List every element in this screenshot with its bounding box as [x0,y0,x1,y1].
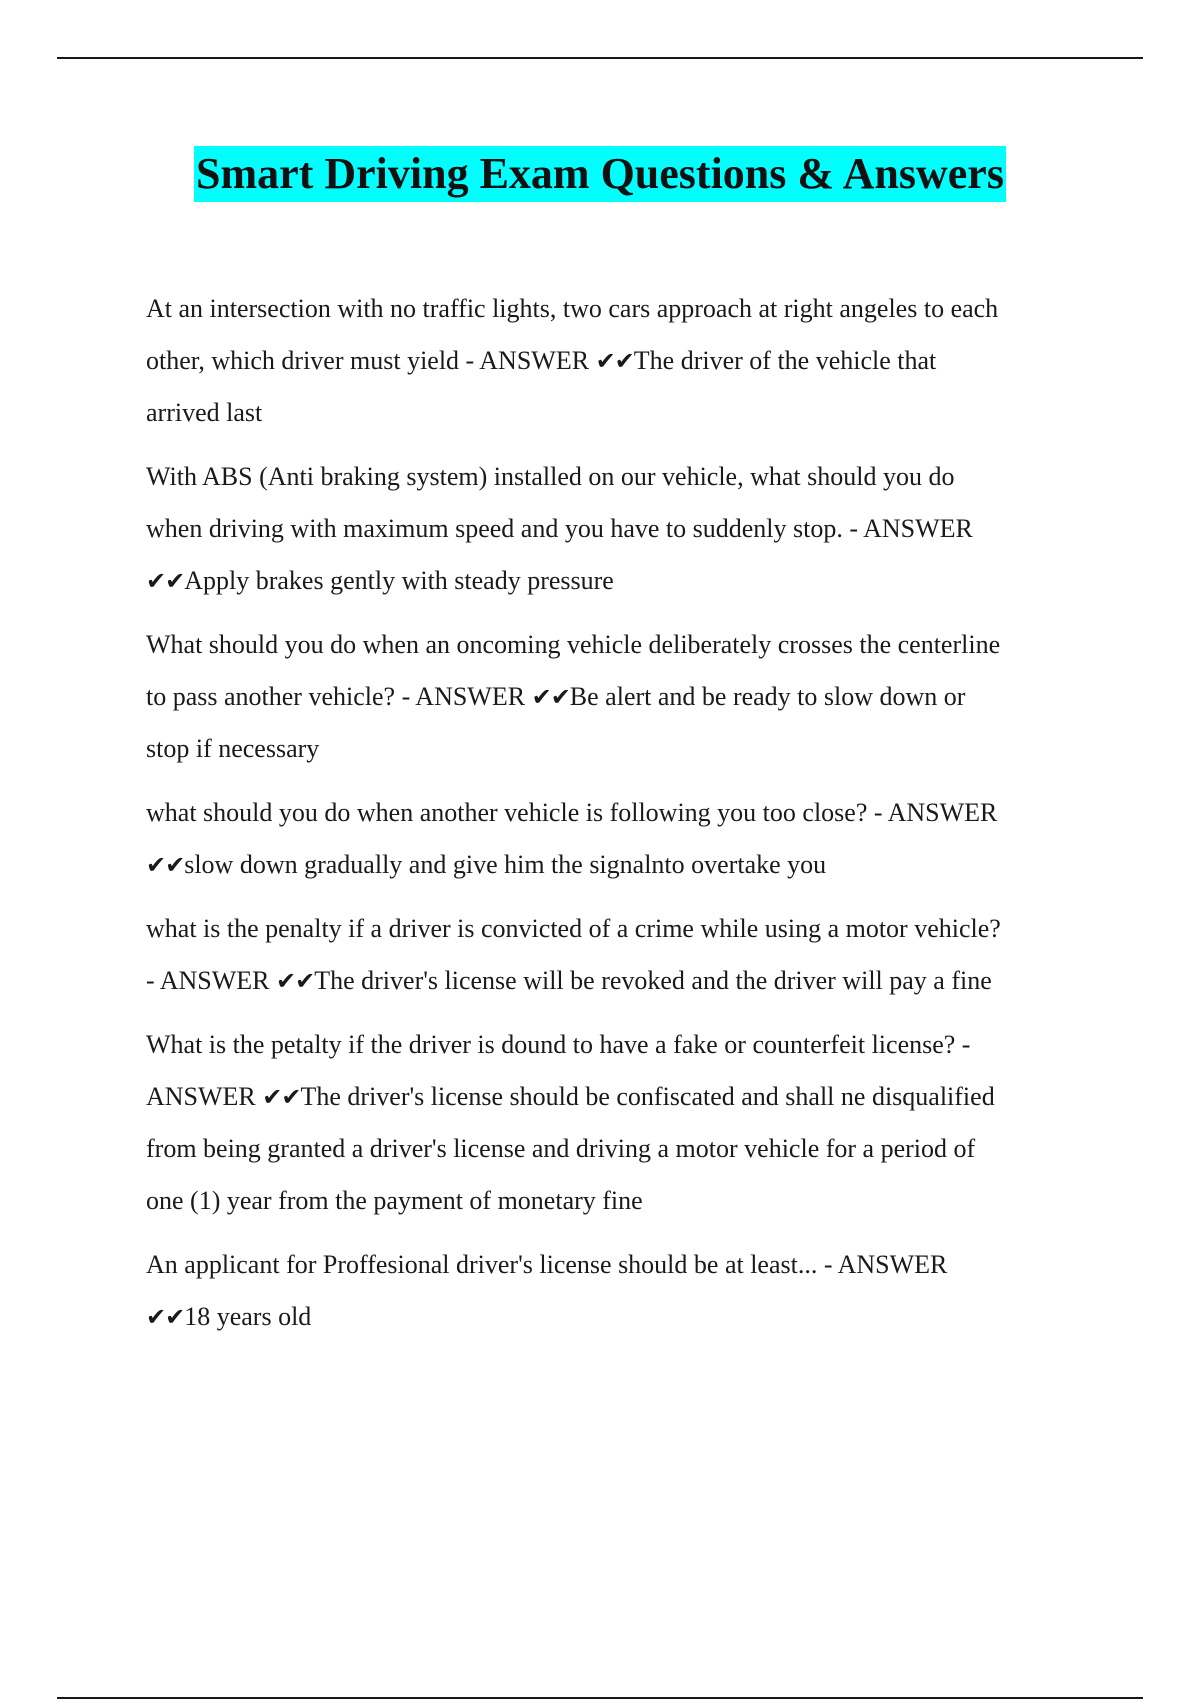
answer-text: Be alert and be ready to slow down or stop if necessary [146,682,966,763]
qa-item [146,451,1086,607]
question-text: With ABS (Anti braking system) installed on our vehicle, what should you do when driving with maximum speed and you have to suddenly stop. - ANSWER [146,462,973,543]
answer-text: The driver's license will be revoked and the driver will pay a fine [314,966,992,995]
answer-text: 18 years old [184,1302,312,1331]
question-text: An applicant for Proffesional driver's license should be at least... - ANSWER [146,1250,948,1279]
header-rule [57,57,1143,59]
answer-text: Apply brakes gently with steady pressure [184,566,614,595]
qa-item [146,283,1086,439]
answer-check-icon: ✔✔ [595,347,634,375]
qa-list [146,283,1086,1355]
answer-check-icon: ✔✔ [146,1303,185,1331]
question-text: What should you do when an oncoming vehicle deliberately crosses the centerline to pass another vehicle? - ANSWER [146,630,1001,711]
answer-check-icon: ✔✔ [146,851,185,879]
answer-check-icon: ✔✔ [531,683,570,711]
title-block [0,146,1200,202]
qa-item [146,619,1086,775]
qa-item [146,1239,1086,1343]
question-text: At an intersection with no traffic lights, two cars approach at right angeles to each other, which driver must yield - ANSWER [146,294,999,375]
footer-rule [57,1697,1143,1699]
answer-text: slow down gradually and give him the signalnto overtake you [184,850,827,879]
answer-text: The driver of the vehicle that arrived last [146,346,937,427]
qa-item [146,787,1086,891]
answer-text: The driver's license should be confiscated and shall ne disqualified from being granted a driver's license and driving a motor vehicle for a period of one (1) year from the payment of monetary fine [146,1082,995,1215]
question-text: what should you do when another vehicle is following you too close? - ANSWER [146,798,998,827]
answer-check-icon: ✔✔ [146,567,185,595]
answer-check-icon: ✔✔ [276,967,315,995]
question-text: What is the petalty if the driver is dound to have a fake or counterfeit license? - ANSWER [146,1030,971,1111]
qa-item [146,1019,1086,1227]
page-title: Smart Driving Exam Questions & Answers [194,146,1006,202]
question-text: what is the penalty if a driver is convicted of a crime while using a motor vehicle? - ANSWER [146,914,1001,995]
qa-item [146,903,1086,1007]
answer-check-icon: ✔✔ [262,1083,301,1111]
